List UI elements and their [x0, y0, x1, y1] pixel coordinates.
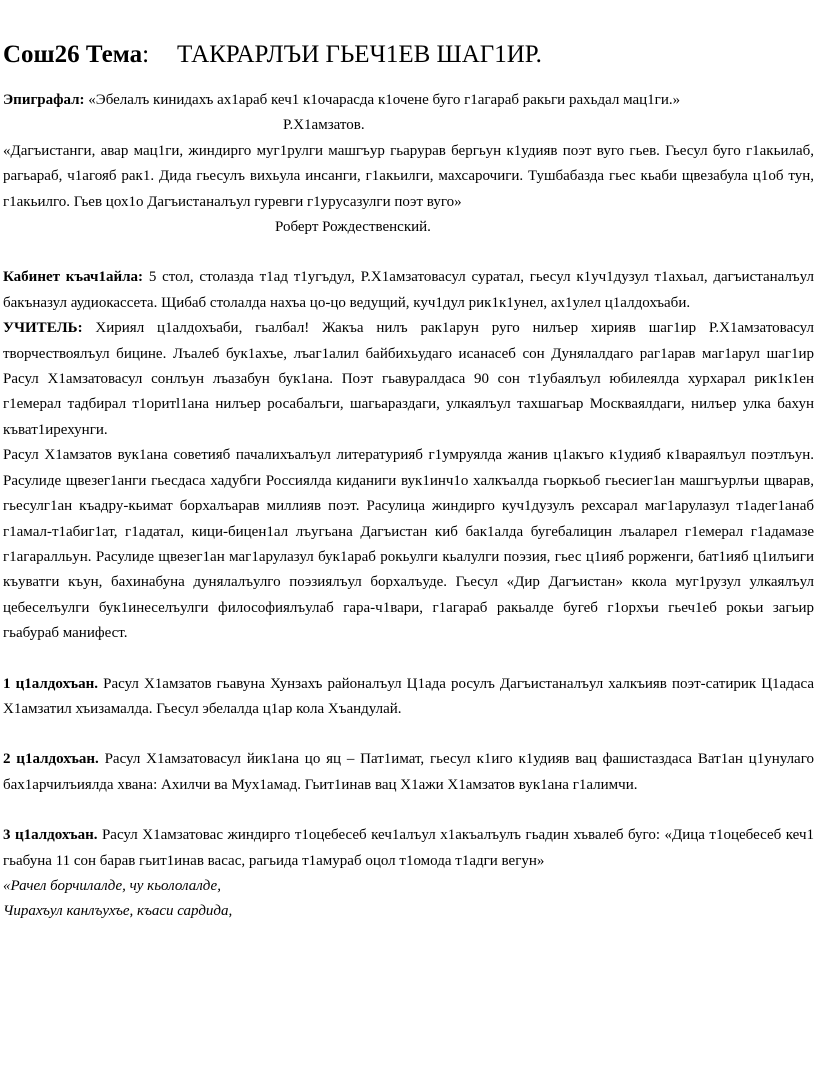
student-1-label: 1 ц1алдохъан.	[3, 675, 99, 692]
quote-author: Роберт Рождественский.	[275, 219, 431, 236]
poem-line-1: «Рачел борчилалде, чу кьололалде,	[3, 877, 221, 894]
title-label: Сош26 Тема	[3, 41, 143, 68]
student-3-label: 3 ц1алдохъан.	[3, 827, 98, 844]
poem-line-2: Чирахъул канлъухъе, къаси сардида,	[3, 903, 233, 920]
teacher-label: УЧИТЕЛЬ:	[3, 320, 83, 337]
student-3-text: Расул Х1амзатовас жиндирго т1оцебесеб кеч1алъул х1акъалъулъ гьадин хъвалеб буго: «Дица т1оцебесеб кеч1 гьабуна 11 сон барав гьит1инав васас, рагьида т1амураб оцол т1омода т1адги вегун»	[3, 827, 814, 869]
epigraph-text: «Эбелалъ кинидахъ ах1араб кеч1 к1очарасда к1очене буго г1агараб ракьги рахьдал мац1ги.»	[88, 92, 681, 108]
title-colon: :	[142, 41, 150, 68]
teacher-paragraph	[3, 316, 816, 443]
student-2-label: 2 ц1алдохъан.	[3, 751, 99, 768]
student-2-text: Расул Х1амзатовасул йик1ана цо яц – Пат1имат, гьесул к1иго к1удияв вац фашистаздаса Ват1ан ц1унулаго бах1арчилъиялда хвана: Ахилчи ва Мух1амад. Гьит1инав вац Х1ажи Х1амзатов вук1ана г1алимчи.	[3, 751, 814, 793]
cabinet-label: Кабинет къач1айла:	[3, 269, 144, 286]
epigraph-label: Эпиграфал:	[3, 92, 85, 108]
epigraph-author: Р.Х1амзатов.	[283, 117, 365, 134]
body-paragraph: Расул Х1амзатов вук1ана советияб пачалихъалъул литературияб г1умруялда жанив ц1акъго к1удияб к1вараялъул поэтлъун. Расулиде щвезег1анги гьесдаса хадубги Россиялда киданиги вук1инч1о халкъалда гьоркьоб гьесиег1ан машгъурлъи щварав, гьесулг1ан къадру-кьимат борхалъарав миллияв поэт. Расулица жиндирго куч1дузулъ рехсарал маг1арулазул т1адег1анаб г1амал-т1абиг1ат, г1адатал, кици-бицен1ал лъугьана Дагъистан киб бак1алда бугебалицин лъаларел г1емерал г1адамазе г1агаралльун. Расулиде щвезег1ан маг1арулазул бук1араб рокьулги кьалулги поэзия, гьес ц1ияб рорженги, бат1ияб ц1илъиги къуватги къун, бахинабуна дунялалъулго поэзиялъул борхалъуде. Гьесул «Дир Дагъистан» ккола муг1рузул улкаялъул цебеселъулги бук1инеселъулги философиялъулаб гара-ч1вари, г1агараб ракьалде бугеб г1орхъи гьеч1еб рокьи загьир гьабураб манифест.	[3, 447, 814, 642]
student-1-paragraph	[3, 672, 816, 723]
student-2-paragraph	[3, 747, 816, 798]
student-3-paragraph	[3, 823, 816, 874]
title-topic: ТАКРАРЛЪИ ГЬЕЧ1ЕВ ШАГ1ИР.	[177, 41, 542, 68]
quote-text: «Дагъистанги, авар мац1ги, жиндирго муг1рулги машгъур гьарурав бергьун к1удияв поэт вуго гьев. Гьесул буго г1акьилаб, рагьараб, ч1агояб рак1. Дида гьесулъ вихьула инсанги, г1акьилги, махсарочиги. Тушбабазда гьес кьаби щвезабула ц1об тун, г1акьилго. Гьев цох1о Дагъистаналъул гуревги г1урусазулги поэт вуго»	[3, 142, 814, 210]
student-1-text: Расул Х1амзатов гьавуна Хунзахъ районалъул Ц1ада росулъ Дагъистаналъул халкъияв поэт-сатирик Ц1адаса Х1амзатил хъизамалда. Гьесул эбелалда ц1ар кола Хъандулай.	[3, 675, 814, 717]
teacher-text: Хириял ц1алдохъаби, гьалбал! Жакъа нилъ рак1арун руго нилъер хирияв шаг1ир Р.Х1амзатовасул творчествоялъул бицине. Лъалеб бук1ахъе, лъаг1алил байбихьудаго исанасеб сон Дунялалдаго раг1арав маг1арул шаг1ир Расул Х1амзатовасул сонлъун лъазабун бук1ана. Поэт гьавуралдаса 90 сон т1убаялъул юбилеялда хурхарал рик1к1ен г1емерал тадбирал т1оритl1ана нилъер росабалъги, шагьараздаги, улкаялъул тахшагьар Москваялдаги, нилъер улка бахун къват1ирехунги.	[3, 320, 815, 438]
cabinet-paragraph	[3, 265, 816, 316]
epigraph	[3, 88, 816, 113]
cabinet-text: 5 стол, столазда т1ад т1угъдул, Р.Х1амзатовасул суратал, гьесул к1уч1дузул т1ахьал, дагъистаналъул бакъназул аудиокассета. Щибаб столалда нахъа цо-цо ведущий, куч1дул рик1к1унел, ах1улел ц1алдохъаби.	[3, 269, 815, 311]
page-title	[3, 40, 816, 70]
